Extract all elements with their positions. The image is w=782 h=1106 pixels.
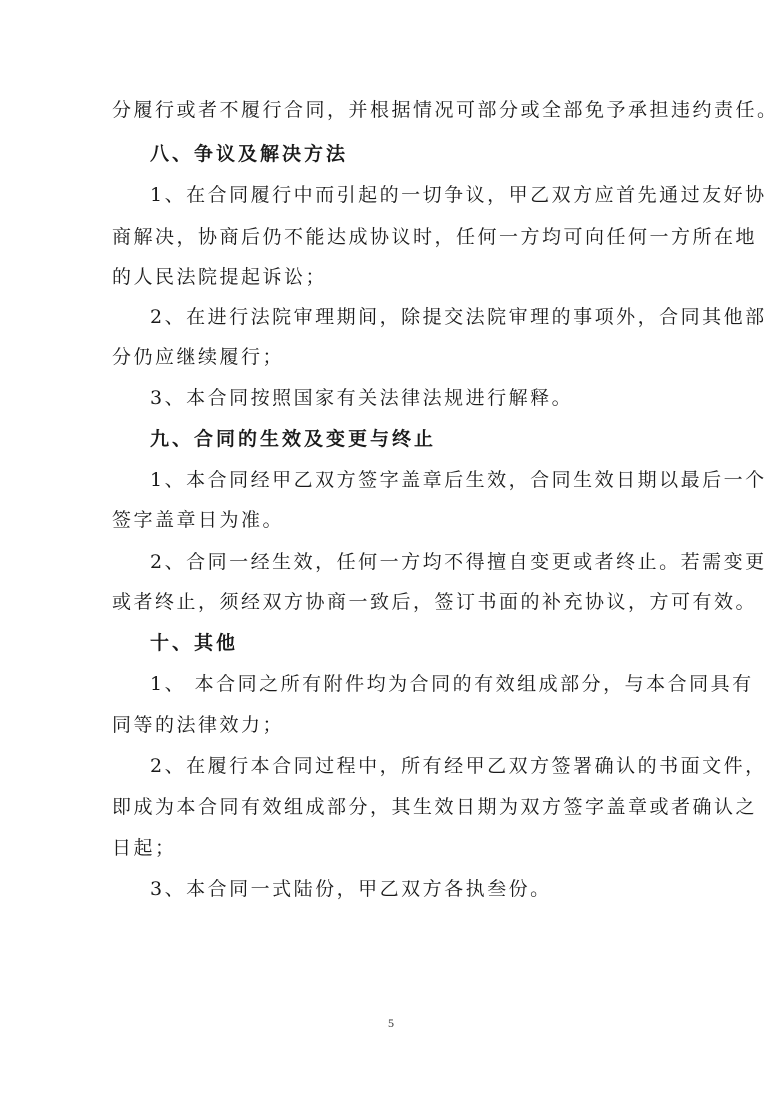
paragraph-line: 2、在进行法院审理期间，除提交法院审理的事项外，合同其他部 xyxy=(150,306,767,328)
paragraph-line: 3、本合同按照国家有关法律法规进行解释。 xyxy=(150,387,574,409)
page-number: 5 xyxy=(388,1016,394,1030)
paragraph-line: 1、 本合同之所有附件均为合同的有效组成部分，与本合同具有 xyxy=(150,673,754,695)
paragraph-line: 3、本合同一式陆份，甲乙双方各执叁份。 xyxy=(150,878,552,900)
section-heading-10: 十、其他 xyxy=(150,632,239,654)
paragraph-line: 分仍应继续履行； xyxy=(112,346,285,368)
paragraph-line: 或者终止，须经双方协商一致后，签订书面的补充协议，方可有效。 xyxy=(112,591,758,613)
paragraph-line: 商解决，协商后仍不能达成协议时，任何一方均可向任何一方所在地 xyxy=(112,226,758,248)
paragraph-line: 1、在合同履行中而引起的一切争议，甲乙双方应首先通过友好协 xyxy=(150,184,767,206)
paragraph-line: 同等的法律效力； xyxy=(112,714,285,736)
paragraph-line: 的人民法院提起诉讼； xyxy=(112,266,328,288)
paragraph-line: 分履行或者不履行合同，并根据情况可部分或全部免予承担违约责任。 xyxy=(112,99,779,121)
paragraph-line: 2、合同一经生效，任何一方均不得擅自变更或者终止。若需变更 xyxy=(150,551,767,573)
paragraph-line: 即成为本合同有效组成部分，其生效日期为双方签字盖章或者确认之 xyxy=(112,796,758,818)
paragraph-line: 1、本合同经甲乙双方签字盖章后生效，合同生效日期以最后一个 xyxy=(150,469,767,491)
paragraph-line: 日起； xyxy=(112,837,177,859)
section-heading-9: 九、合同的生效及变更与终止 xyxy=(150,428,437,450)
paragraph-line: 2、在履行本合同过程中，所有经甲乙双方签署确认的书面文件， xyxy=(150,755,767,777)
section-heading-8: 八、争议及解决方法 xyxy=(150,143,349,165)
paragraph-line: 签字盖章日为准。 xyxy=(112,509,285,531)
